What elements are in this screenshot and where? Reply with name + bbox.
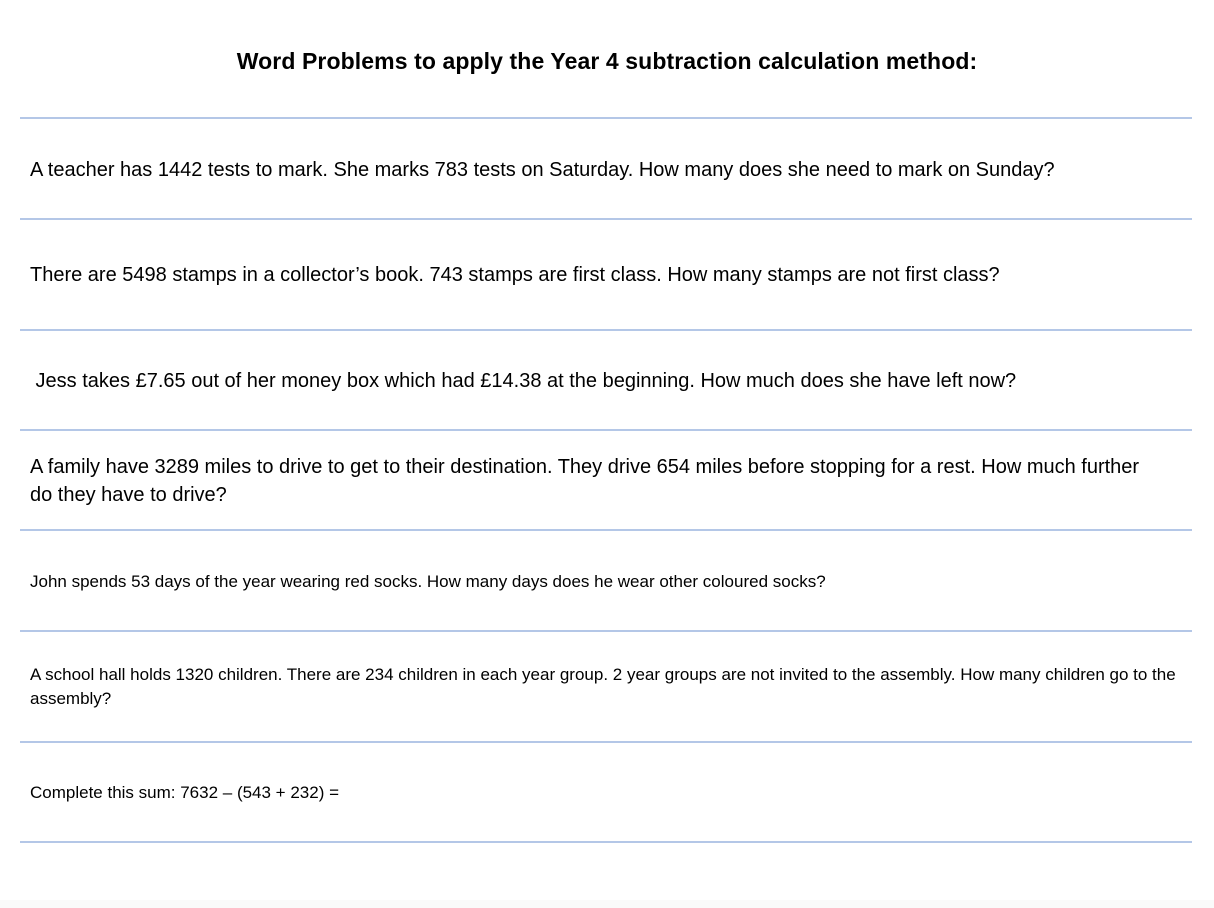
question-4: A family have 3289 miles to drive to get to their destination. They drive 654 miles before stopping for a rest. How much further do they have to drive? xyxy=(30,456,1140,506)
divider-line xyxy=(20,741,1192,743)
question-3: Jess takes £7.65 out of her money box which had £14.38 at the beginning. How much does she have left now? xyxy=(30,370,1017,392)
question-5: John spends 53 days of the year wearing red socks. How many days does he wear other coloured socks? xyxy=(30,572,826,591)
question-6: A school hall holds 1320 children. There are 234 children in each year group. 2 year groups are not invited to the assembly. How many children go to the assembly? xyxy=(30,665,1176,708)
divider-line xyxy=(20,218,1192,220)
divider-line xyxy=(20,117,1192,119)
question-2: There are 5498 stamps in a collector’s book. 743 stamps are first class. How many stamps are not first class? xyxy=(30,264,1000,286)
divider-line xyxy=(20,630,1192,632)
question-7: Complete this sum: 7632 – (543 + 232) = xyxy=(30,783,340,802)
divider-line xyxy=(20,329,1192,331)
page-bottom-edge xyxy=(0,900,1214,908)
divider-line xyxy=(20,841,1192,843)
divider-line xyxy=(20,529,1192,531)
divider-line xyxy=(20,429,1192,431)
worksheet-title: Word Problems to apply the Year 4 subtraction calculation method: xyxy=(236,48,978,74)
question-1: A teacher has 1442 tests to mark. She marks 783 tests on Saturday. How many does she need to mark on Sunday? xyxy=(30,159,1055,181)
